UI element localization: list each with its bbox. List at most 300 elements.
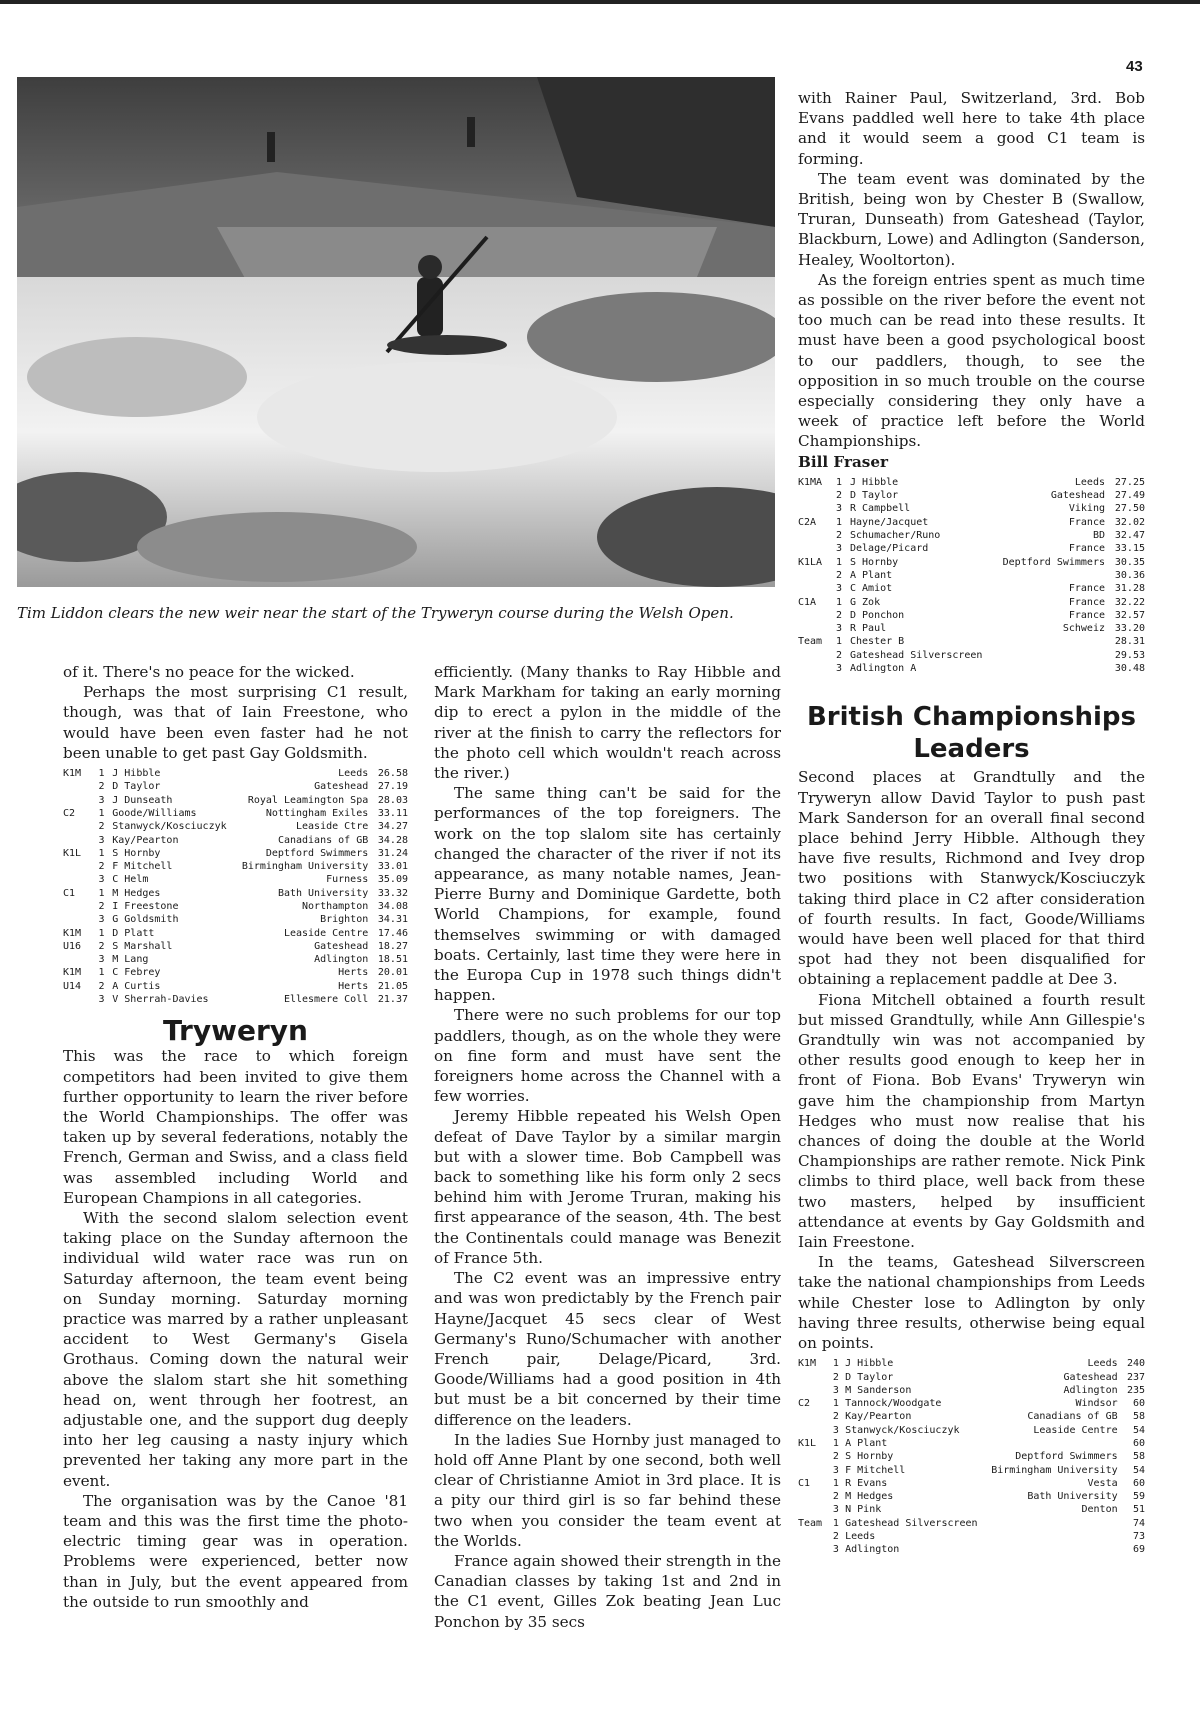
result-class	[63, 953, 98, 966]
result-row	[798, 569, 1145, 582]
result-class	[798, 529, 836, 542]
result-place: 3	[836, 663, 843, 675]
result-class	[63, 913, 98, 926]
result-value: 30.35	[1114, 556, 1145, 568]
result-place: 3	[836, 583, 843, 595]
result-value: 58	[1132, 1451, 1145, 1463]
result-value: 35.09	[377, 874, 408, 886]
col2-paragraph: The same thing can't be said for the performances of the top foreigners. The work on the top slalom site has certainly changed the character of the river if not its appearance, as many notable names, Jean-Pierre Burny and Dominique Gardette, both World Champions, for example, found themselves swimming or with damaged boats. Certainly, last time they were here in the Europa Cup in 1978 such things didn't happen.	[434, 784, 781, 1005]
result-name: R Campbell	[850, 503, 911, 515]
result-club: Herts	[338, 980, 369, 992]
result-club: Leeds	[1074, 476, 1105, 488]
page-number: 43	[1126, 58, 1143, 75]
result-value: 31.28	[1114, 583, 1145, 595]
result-club: France	[1068, 516, 1105, 528]
result-class	[798, 569, 836, 582]
result-class	[798, 1410, 833, 1423]
result-class	[63, 993, 98, 1006]
result-class	[63, 860, 98, 873]
result-value: 30.36	[1114, 569, 1145, 581]
result-place: 2	[98, 900, 105, 912]
result-place: 1	[98, 927, 105, 939]
col2-paragraph: France again showed their strength in the Canadian classes by taking 1st and 2nd in the C1 event, Gilles Zok beating Jean Luc Ponchon by 35 secs	[434, 1551, 781, 1631]
result-class	[63, 780, 98, 793]
result-value: 31.24	[377, 847, 408, 859]
result-class: C2	[798, 1398, 811, 1410]
result-class	[63, 794, 98, 807]
col2-paragraph: There were no such problems for our top paddlers, though, as on the whole they were on fine form and must have sent the foreigners home across the Channel with a few worries.	[434, 1006, 781, 1106]
result-place: 3	[836, 503, 843, 515]
result-value: 27.19	[377, 781, 408, 793]
result-place: 1	[832, 1477, 839, 1489]
result-place: 1	[832, 1437, 839, 1449]
result-value: 28.31	[1114, 636, 1145, 648]
result-name: Gateshead Silverscreen	[845, 1517, 978, 1529]
result-place: 2	[98, 821, 105, 833]
result-place: 3	[832, 1544, 839, 1556]
result-club: Canadians of GB	[277, 834, 369, 846]
result-row	[798, 489, 1145, 502]
results-table-welsh	[63, 767, 408, 1006]
result-row	[798, 1464, 1145, 1477]
result-value: 26.58	[377, 768, 408, 780]
result-class	[798, 1543, 833, 1556]
result-name: J Dunseath	[112, 794, 173, 806]
result-place: 3	[836, 543, 843, 555]
result-row	[798, 1517, 1145, 1530]
result-club: Furness	[326, 874, 369, 886]
result-club: Adlington	[1063, 1384, 1118, 1396]
result-place: 1	[836, 476, 843, 488]
result-place: 3	[832, 1384, 839, 1396]
result-club: Denton	[1081, 1504, 1118, 1516]
result-class	[798, 1490, 833, 1503]
result-name: M Hedges	[112, 887, 161, 899]
result-name: S Hornby	[850, 556, 899, 568]
result-place: 3	[832, 1504, 839, 1516]
result-value: 60	[1132, 1437, 1145, 1449]
result-club: BD	[1092, 530, 1105, 542]
result-place: 1	[836, 636, 843, 648]
result-name: G Goldsmith	[112, 914, 179, 926]
result-row	[63, 834, 408, 847]
result-row	[798, 1477, 1145, 1490]
result-club: Gateshead	[1050, 490, 1105, 502]
result-class	[798, 1530, 833, 1543]
result-value: 33.32	[377, 887, 408, 899]
result-class: K1L	[798, 1437, 817, 1449]
result-name: J Hibble	[845, 1358, 894, 1370]
result-class: K1M	[63, 927, 82, 939]
col2-paragraph: The C2 event was an impressive entry and was won predictably by the French pair Hayne/Jacquet 45 secs clear of West Germany's Runo/Schumacher with another French pair, Delage/Picard, 3rd. Goode/Williams had a good position in 4th but must be a bit concerned by their time difference on the leaders.	[434, 1269, 781, 1429]
result-value: 18.27	[377, 940, 408, 952]
result-class	[798, 609, 836, 622]
result-row	[63, 980, 408, 993]
result-row	[798, 1357, 1145, 1370]
result-place: 1	[836, 516, 843, 528]
result-club	[990, 662, 1105, 675]
result-name: Tannock/Woodgate	[845, 1398, 942, 1410]
result-place: 2	[836, 490, 843, 502]
result-value: 58	[1132, 1411, 1145, 1423]
result-row	[63, 900, 408, 913]
result-class: U14	[63, 980, 82, 992]
result-row	[798, 635, 1145, 648]
result-name: J Hibble	[112, 768, 161, 780]
result-row	[63, 873, 408, 886]
result-class	[798, 1371, 833, 1384]
result-club	[990, 569, 1105, 582]
result-row	[798, 1530, 1145, 1543]
result-value: 21.05	[377, 980, 408, 992]
result-class: U16	[63, 940, 82, 952]
result-place: 1	[836, 556, 843, 568]
result-value: 34.31	[377, 914, 408, 926]
result-class: K1M	[63, 967, 82, 979]
result-club: Canadians of GB	[1027, 1411, 1118, 1423]
result-club	[991, 1543, 1117, 1556]
result-class: K1M	[63, 768, 82, 780]
result-club: Leaside Centre	[283, 927, 369, 939]
result-value: 34.08	[377, 900, 408, 912]
result-value: 27.49	[1114, 490, 1145, 502]
col1-paragraph: of it. There's no peace for the wicked.	[63, 663, 355, 681]
result-club: Leaside Ctre	[296, 821, 369, 833]
result-club	[990, 635, 1105, 648]
result-name: D Taylor	[850, 490, 899, 502]
col2-paragraph: Jeremy Hibble repeated his Welsh Open defeat of Dave Taylor by a similar margin but with a slower time. Bob Campbell was back to something like his form only 2 secs behind him with Jerome Truran, making his first appearance of the season, 4th. The best the Continentals could manage was Benezit of France 5th.	[434, 1107, 781, 1267]
result-club	[991, 1437, 1117, 1450]
result-name: D Taylor	[112, 781, 161, 793]
result-row	[798, 622, 1145, 635]
result-row	[798, 476, 1145, 489]
result-name: C Febrey	[112, 967, 161, 979]
result-class	[798, 489, 836, 502]
result-class	[63, 873, 98, 886]
result-row	[798, 502, 1145, 515]
result-class: C1	[798, 1477, 811, 1489]
result-place: 1	[832, 1398, 839, 1410]
result-place: 1	[98, 967, 105, 979]
result-place: 3	[98, 994, 105, 1006]
result-place: 2	[836, 649, 843, 661]
column-2	[434, 662, 781, 1632]
result-row	[798, 609, 1145, 622]
result-value: 28.03	[377, 794, 408, 806]
result-name: Delage/Picard	[850, 543, 929, 555]
result-place: 3	[98, 794, 105, 806]
result-row	[798, 529, 1145, 542]
result-name: M Hedges	[845, 1491, 894, 1503]
result-value: 32.47	[1114, 530, 1145, 542]
result-row	[798, 1397, 1145, 1410]
result-name: Leeds	[845, 1531, 876, 1543]
result-row	[798, 1450, 1145, 1463]
result-row	[798, 582, 1145, 595]
result-place: 1	[98, 847, 105, 859]
result-place: 2	[832, 1411, 839, 1423]
result-club: Herts	[338, 967, 369, 979]
column-3	[798, 88, 1145, 1557]
result-row	[63, 807, 408, 820]
result-club: Windsor	[1075, 1398, 1118, 1410]
result-name: I Freestone	[112, 900, 179, 912]
result-row	[63, 887, 408, 900]
result-place: 3	[98, 834, 105, 846]
result-row	[798, 1437, 1145, 1450]
result-class	[798, 1503, 833, 1516]
result-value: 33.15	[1114, 543, 1145, 555]
result-row	[798, 662, 1145, 675]
result-place: 2	[98, 940, 105, 952]
result-row	[798, 649, 1145, 662]
photo-canoeist-on-weir	[17, 77, 775, 587]
col3-paragraph: In the teams, Gateshead Silverscreen take the national championships from Leeds while Chester lose to Adlington by only having three results, otherwise being equal on points.	[798, 1253, 1145, 1352]
result-class	[798, 1450, 833, 1463]
result-row	[798, 516, 1145, 529]
result-place: 3	[98, 954, 105, 966]
result-row	[63, 953, 408, 966]
result-class	[798, 649, 836, 662]
result-class: C2A	[798, 516, 817, 528]
result-name: Chester B	[850, 636, 905, 648]
result-name: C Helm	[112, 874, 149, 886]
top-rule	[0, 0, 1200, 4]
result-club: Leeds	[338, 768, 369, 780]
result-class: Team	[798, 636, 823, 648]
result-value: 237	[1126, 1371, 1145, 1383]
result-name: Kay/Pearton	[112, 834, 179, 846]
result-class: C1	[63, 887, 76, 899]
result-name: Stanwyck/Kosciuczyk	[845, 1424, 960, 1436]
result-name: A Plant	[850, 569, 893, 581]
result-place: 3	[832, 1464, 839, 1476]
result-name: D Taylor	[845, 1371, 894, 1383]
result-name: Kay/Pearton	[845, 1411, 912, 1423]
result-club	[991, 1530, 1117, 1543]
result-class: C1A	[798, 596, 817, 608]
result-club: Leeds	[1087, 1358, 1118, 1370]
col1-paragraph: Perhaps the most surprising C1 result, though, was that of Iain Freestone, who would have been even faster had he not been unable to get past Gay Goldsmith.	[63, 683, 408, 762]
result-place: 1	[98, 768, 105, 780]
result-club: Deptford Swimmers	[1015, 1451, 1118, 1463]
result-place: 1	[832, 1358, 839, 1370]
result-name: Gateshead Silverscreen	[850, 649, 983, 661]
result-value: 27.50	[1114, 503, 1145, 515]
result-value: 32.57	[1114, 609, 1145, 621]
result-place: 2	[98, 861, 105, 873]
result-value: 20.01	[377, 967, 408, 979]
result-club: France	[1068, 543, 1105, 555]
result-row	[63, 860, 408, 873]
result-value: 17.46	[377, 927, 408, 939]
result-name: J Hibble	[850, 476, 899, 488]
result-place: 1	[98, 887, 105, 899]
result-class	[798, 582, 836, 595]
result-club: Birmingham University	[991, 1464, 1118, 1476]
result-row	[63, 847, 408, 860]
result-place: 2	[836, 569, 843, 581]
col2-paragraph: efficiently. (Many thanks to Ray Hibble and Mark Markham for taking an early morning dip to erect a pylon in the middle of the river at the finish to carry the reflectors for the photo cell which wouldn't reach across the river.)	[434, 663, 781, 783]
result-club: Northampton	[302, 900, 369, 912]
result-club: Viking	[1068, 503, 1105, 515]
result-value: 73	[1132, 1531, 1145, 1543]
results-table-tryweryn	[798, 476, 1145, 675]
result-place: 3	[836, 623, 843, 635]
result-club: Bath University	[1027, 1491, 1118, 1503]
result-name: S Hornby	[845, 1451, 894, 1463]
column-1	[63, 662, 408, 1612]
result-name: C Amiot	[850, 583, 893, 595]
result-club: France	[1068, 583, 1105, 595]
result-name: R Paul	[850, 623, 887, 635]
result-class	[798, 1424, 833, 1437]
result-place: 2	[836, 530, 843, 542]
result-club: Gateshead	[314, 940, 369, 952]
result-row	[63, 794, 408, 807]
col3-paragraph: Fiona Mitchell obtained a fourth result but missed Grandtully, while Ann Gillespie's Grandtully win was not accompanied by other results good enough to keep her in front of Fiona. Bob Evans' Tryweryn win gave him the championship from Martyn Hedges who must now realise that his chances of doing the double at the World Championships are rather remote. Nick Pink climbs to third place, well back from these two masters, helped by insufficient attendance at events by Gay Goldsmith and Iain Freestone.	[798, 990, 1145, 1251]
result-place: 2	[832, 1491, 839, 1503]
result-row	[798, 556, 1145, 569]
result-place: 2	[98, 980, 105, 992]
result-value: 34.27	[377, 821, 408, 833]
result-place: 2	[832, 1371, 839, 1383]
result-place: 2	[832, 1531, 839, 1543]
result-name: Adlington	[845, 1544, 900, 1556]
result-club: Nottingham Exiles	[265, 807, 369, 819]
result-row	[63, 993, 408, 1006]
result-row	[63, 913, 408, 926]
result-class: C2	[63, 807, 76, 819]
result-value: 32.02	[1114, 516, 1145, 528]
col1-paragraph: This was the race to which foreign competitors had been invited to give them further opportunity to learn the river before the World Championships. The offer was taken up by several federations, notably the French, German and Swiss, and a class field was assembled including World and European Champions in all categories.	[63, 1047, 408, 1207]
result-value: 30.48	[1114, 663, 1145, 675]
result-club: Gateshead	[314, 781, 369, 793]
result-club: Deptford Swimmers	[265, 847, 369, 859]
result-value: 33.20	[1114, 623, 1145, 635]
result-value: 51	[1132, 1504, 1145, 1516]
result-place: 3	[98, 874, 105, 886]
result-value: 235	[1126, 1384, 1145, 1396]
col1-paragraph: The organisation was by the Canoe '81 team and this was the first time the photo-electric timing gear was in operation. Problems were experienced, better now than in July, but the event appeared from the outside to run smoothly and	[63, 1491, 408, 1611]
result-place: 3	[832, 1424, 839, 1436]
result-row	[63, 966, 408, 979]
result-place: 1	[832, 1517, 839, 1529]
result-name: Goode/Williams	[112, 807, 197, 819]
result-value: 32.22	[1114, 596, 1145, 608]
result-name: A Plant	[845, 1437, 888, 1449]
result-name: Adlington A	[850, 663, 917, 675]
result-club: Schweiz	[1062, 623, 1105, 635]
result-row	[63, 927, 408, 940]
result-value: 54	[1132, 1424, 1145, 1436]
result-value: 18.51	[377, 954, 408, 966]
result-row	[798, 1490, 1145, 1503]
result-name: D Ponchon	[850, 609, 905, 621]
result-value: 240	[1126, 1358, 1145, 1370]
result-place: 1	[98, 807, 105, 819]
section-heading-british-championships: British Championships Leaders	[806, 702, 1137, 765]
result-class: K1LA	[798, 556, 823, 568]
result-row	[798, 596, 1145, 609]
result-value: 34.28	[377, 834, 408, 846]
result-name: S Hornby	[112, 847, 161, 859]
result-name: V Sherrah-Davies	[112, 994, 209, 1006]
result-value: 29.53	[1114, 649, 1145, 661]
result-name: Stanwyck/Kosciuczyk	[112, 821, 227, 833]
result-class: K1MA	[798, 476, 823, 488]
result-name: N Pink	[845, 1504, 882, 1516]
col3-paragraph: Second places at Grandtully and the Tryweryn allow David Taylor to push past Mark Sanderson for an overall final second place behind Jerry Hibble. Although they have five results, Richmond and Ivey drop two positions with Stanwyck/Kosciuczyk taking third place in C2 after consideration of fourth results. In fact, Goode/Williams would have been well placed for that third spot had they not been disqualified for obtaining a replacement paddle at Dee 3.	[798, 768, 1145, 989]
result-club: Leaside Centre	[1033, 1424, 1118, 1436]
result-value: 54	[1132, 1464, 1145, 1476]
result-name: D Platt	[112, 927, 155, 939]
col2-paragraph: In the ladies Sue Hornby just managed to hold off Anne Plant by one second, both well clear of Christianne Amiot in 3rd place. It is a pity our third girl is so far behind these two when you consider the team event at the Worlds.	[434, 1430, 781, 1550]
col3-paragraph: with Rainer Paul, Switzerland, 3rd. Bob Evans paddled well here to take 4th place and it would seem a good C1 team is forming.	[798, 89, 1145, 168]
result-row	[798, 1371, 1145, 1384]
result-name: G Zok	[850, 596, 881, 608]
result-class	[63, 820, 98, 833]
result-value: 60	[1132, 1398, 1145, 1410]
result-club: Royal Leamington Spa	[247, 794, 369, 806]
result-name: F Mitchell	[112, 861, 173, 873]
result-name: F Mitchell	[845, 1464, 906, 1476]
result-value: 33.11	[377, 807, 408, 819]
result-class	[798, 502, 836, 515]
result-place: 2	[832, 1451, 839, 1463]
result-class	[63, 834, 98, 847]
result-club	[991, 1517, 1117, 1530]
result-row	[798, 1410, 1145, 1423]
result-club: France	[1068, 609, 1105, 621]
result-class: K1L	[63, 847, 82, 859]
result-name: S Marshall	[112, 940, 173, 952]
result-name: R Evans	[845, 1477, 888, 1489]
result-class: Team	[798, 1517, 823, 1529]
result-club: Bath University	[277, 887, 369, 899]
result-value: 21.37	[377, 994, 408, 1006]
result-value: 59	[1132, 1491, 1145, 1503]
result-club: Ellesmere Coll	[283, 994, 369, 1006]
result-place: 1	[836, 596, 843, 608]
result-name: A Curtis	[112, 980, 161, 992]
result-row	[63, 780, 408, 793]
photo-caption: Tim Liddon clears the new weir near the start of the Tryweryn course during the Welsh Open.	[17, 604, 734, 622]
result-row	[63, 767, 408, 780]
result-class	[798, 542, 836, 555]
result-row	[798, 542, 1145, 555]
result-club: Gateshead	[1063, 1371, 1118, 1383]
result-row	[798, 1543, 1145, 1556]
result-value: 74	[1132, 1517, 1145, 1529]
result-club: Brighton	[320, 914, 369, 926]
result-club: Deptford Swimmers	[1002, 556, 1105, 568]
result-name: M Lang	[112, 954, 149, 966]
result-value: 60	[1132, 1477, 1145, 1489]
result-name: Hayne/Jacquet	[850, 516, 929, 528]
result-name: Schumacher/Runo	[850, 530, 941, 542]
byline: Bill Fraser	[798, 452, 889, 471]
result-name: M Sanderson	[845, 1384, 912, 1396]
section-heading-tryweryn: Tryweryn	[163, 1014, 308, 1048]
result-row	[798, 1384, 1145, 1397]
result-row	[63, 820, 408, 833]
result-place: 3	[98, 914, 105, 926]
result-class	[798, 1464, 833, 1477]
result-class: K1M	[798, 1358, 817, 1370]
result-class	[63, 900, 98, 913]
result-club: France	[1068, 596, 1105, 608]
